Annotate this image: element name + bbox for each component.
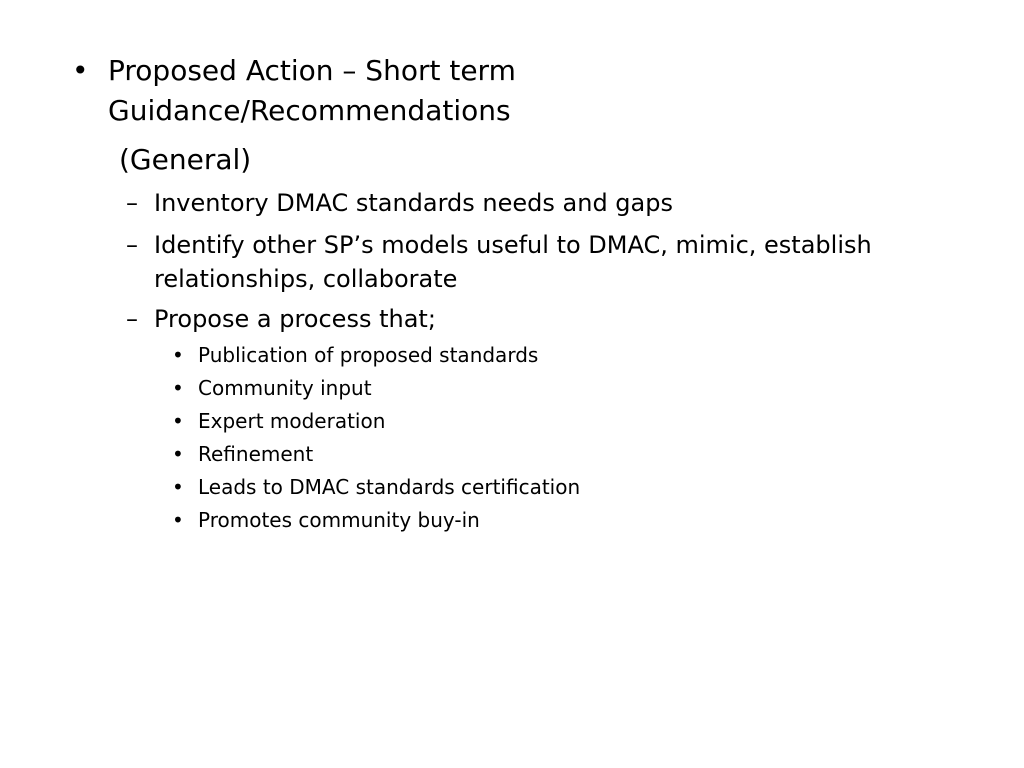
process-item-community-input — [172, 374, 872, 403]
process-item-publication — [172, 341, 872, 370]
sub-item-inventory — [126, 186, 906, 220]
bullet-marker: • — [72, 54, 89, 87]
process-item-text: Community input — [198, 376, 372, 400]
subheading: (General) — [119, 143, 252, 176]
process-item-text: Leads to DMAC standards certification — [198, 475, 581, 499]
process-item-buy-in — [172, 506, 872, 535]
bullet-marker: • — [172, 442, 184, 466]
main-bullet — [72, 51, 972, 131]
process-item-text: Promotes community buy-in — [198, 508, 480, 532]
dash-marker: – — [126, 305, 138, 333]
bullet-marker: • — [172, 508, 184, 532]
dash-marker: – — [126, 189, 138, 217]
process-item-refinement — [172, 440, 872, 469]
bullet-marker: • — [172, 409, 184, 433]
bullet-marker: • — [172, 475, 184, 499]
sub-item-text: Inventory DMAC standards needs and gaps — [154, 189, 673, 217]
process-item-certification — [172, 473, 872, 502]
dash-marker: – — [126, 231, 138, 259]
sub-item-text: Propose a process that; — [154, 305, 436, 333]
process-item-text: Publication of proposed standards — [198, 343, 539, 367]
sub-item-text: Identify other SP’s models useful to DMAC, mimic, establish relationships, collaborate — [154, 231, 872, 293]
main-bullet-text: Proposed Action – Short term Guidance/Recommendations — [108, 54, 516, 127]
sub-item-propose — [126, 302, 906, 336]
process-item-text: Expert moderation — [198, 409, 386, 433]
process-item-text: Refinement — [198, 442, 314, 466]
sub-item-identify — [126, 228, 906, 296]
process-item-expert-moderation — [172, 407, 872, 436]
bullet-marker: • — [172, 376, 184, 400]
bullet-marker: • — [172, 343, 184, 367]
